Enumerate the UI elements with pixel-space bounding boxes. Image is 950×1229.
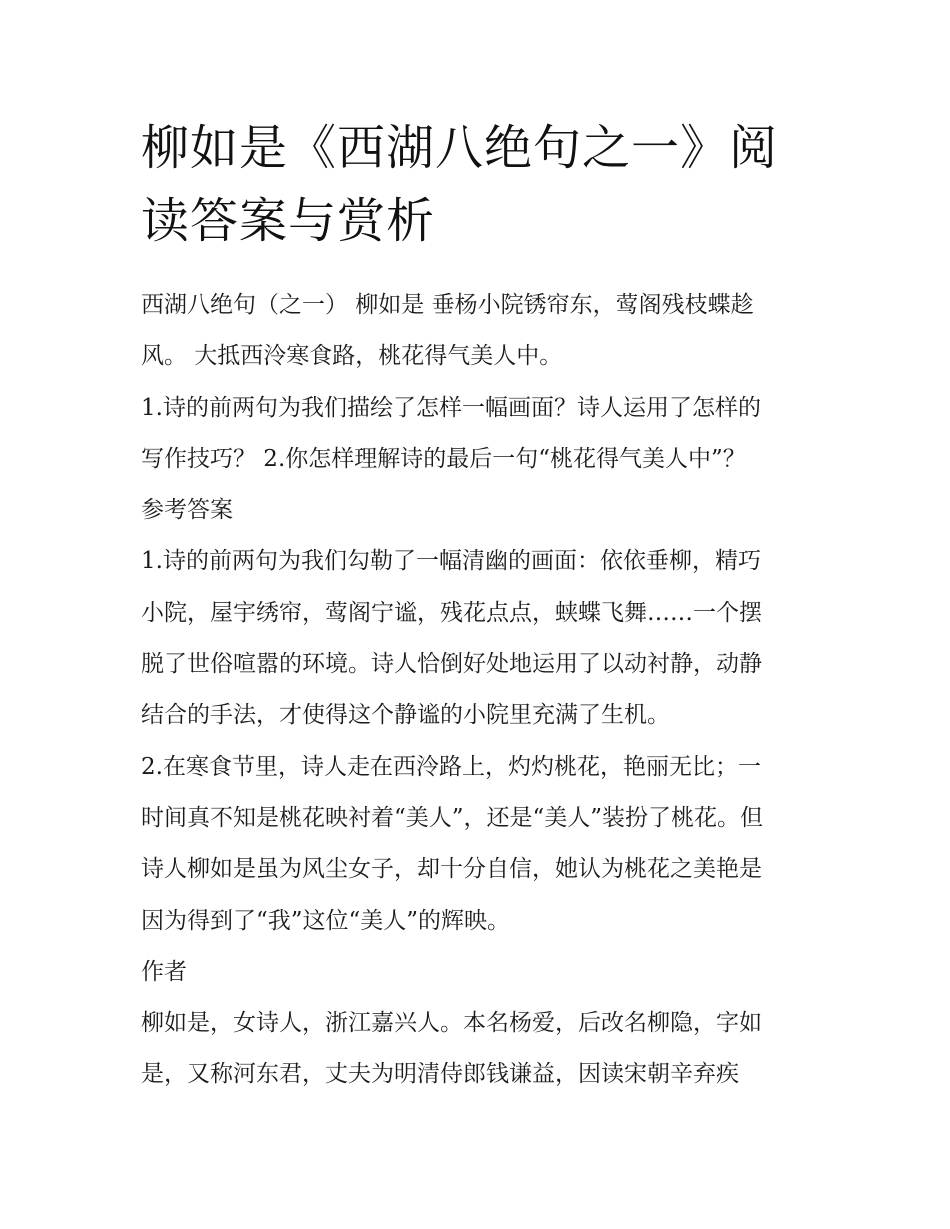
author-line: 柳如是，女诗人，浙江嘉兴人。本名杨爱，后改名柳隐，字如: [141, 1010, 762, 1037]
answer-line: 因为得到了“我”这位“美人”的辉映。: [141, 907, 511, 934]
answer-line: 结合的手法，才使得这个静谧的小院里充满了生机。: [141, 702, 670, 729]
poem-line: 西湖八绝句（之一） 柳如是 垂杨小院锈帘东，莺阁残枝蝶趁: [141, 292, 754, 318]
section-heading-author: 作者: [141, 958, 187, 985]
answer-line: 小院，屋宇绣帘，莺阁宁谧，残花点点，蛱蝶飞舞……一个摆: [141, 599, 762, 626]
document-title: [141, 112, 813, 258]
answer-line: 诗人柳如是虽为风尘女子，却十分自信，她认为桃花之美艳是: [141, 856, 762, 883]
poem-line: 风。 大抵西泠寒食路，桃花得气美人中。: [141, 343, 563, 370]
question-line: 1.诗的前两句为我们描绘了怎样一幅画面？诗人运用了怎样的: [141, 394, 761, 421]
title-line: 柳如是《西湖八绝句之一》阅: [141, 120, 779, 176]
answer-line: 脱了世俗喧嚣的环境。诗人恰倒好处地运用了以动衬静，动静: [141, 651, 762, 678]
answer-line: 2.在寒食节里，诗人走在西泠路上，灼灼桃花，艳丽无比；一: [141, 753, 761, 780]
document-page: [141, 112, 813, 1101]
answer-line: 1.诗的前两句为我们勾勒了一幅清幽的画面：依依垂柳，精巧: [141, 548, 761, 575]
answer-line: 时间真不知是桃花映衬着“美人”，还是“美人”装扮了桃花。但: [141, 804, 764, 831]
section-heading-answers: 参考答案: [141, 497, 233, 524]
title-line: 读答案与赏析: [141, 193, 436, 249]
document-body: [141, 280, 813, 1101]
author-line: 是，又称河东君，丈夫为明清侍郎钱谦益，因读宋朝辛弃疾: [141, 1061, 739, 1088]
question-line: 写作技巧？ 2.你怎样理解诗的最后一句“桃花得气美人中”？: [141, 445, 746, 472]
